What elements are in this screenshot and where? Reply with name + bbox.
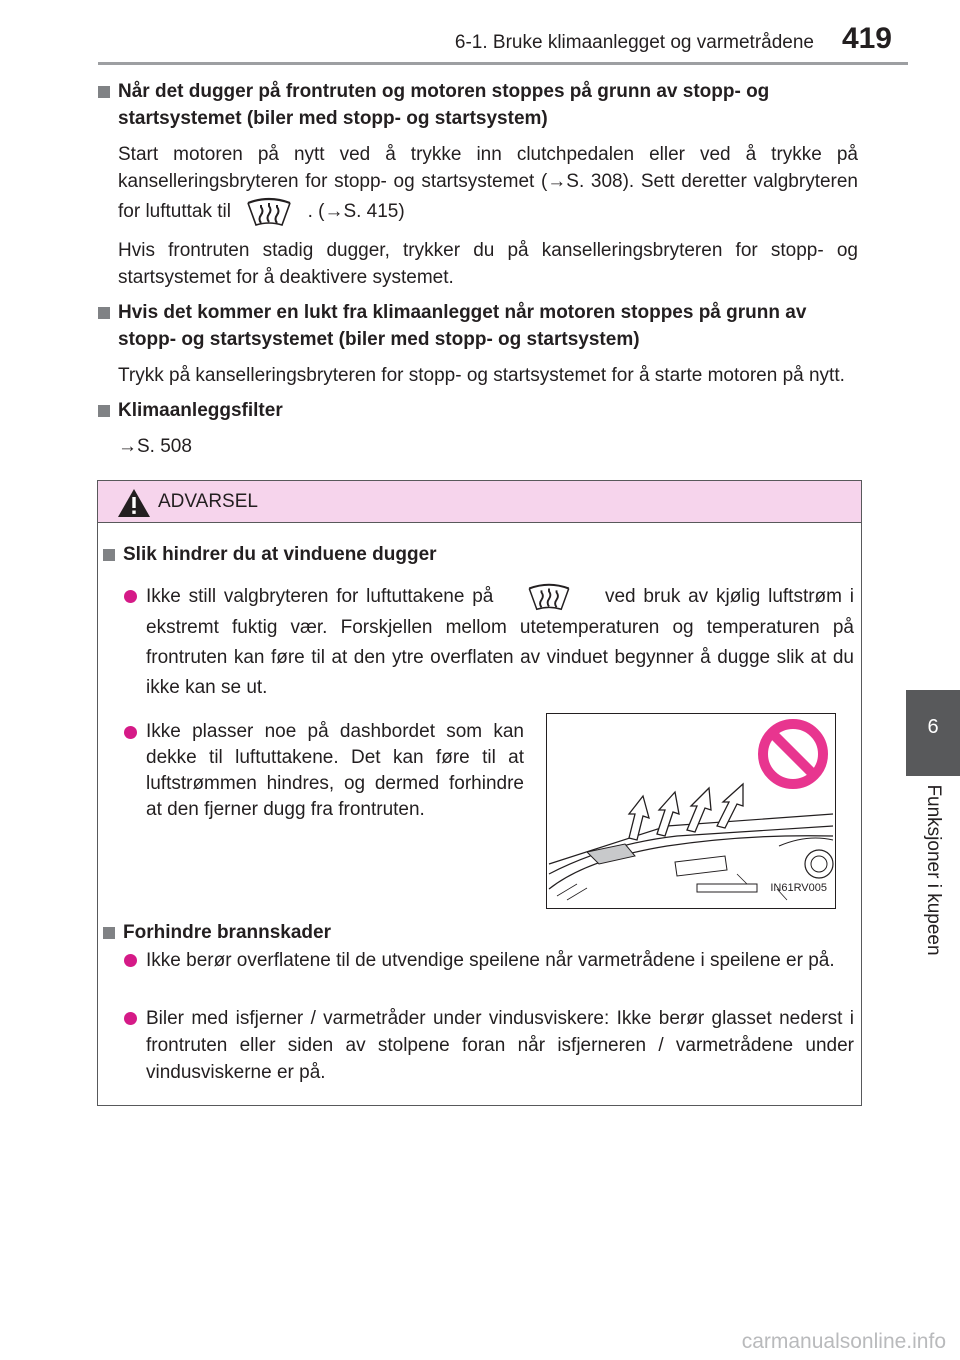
warning-heading — [103, 541, 437, 568]
section-paragraph: Hvis frontruten stadig dugger, trykker du på kanselleringsbryteren for stopp- og startsystemet for å deaktivere systemet. — [118, 240, 858, 288]
warning-title: ADVARSEL — [158, 491, 258, 512]
warning-heading — [103, 919, 331, 946]
warning-heading-text: Forhindre brannskader — [123, 922, 331, 943]
bullet-dot-icon — [124, 1012, 137, 1025]
square-bullet-icon — [103, 927, 115, 939]
bullet-dot-icon — [124, 726, 137, 739]
bullet-dot-icon — [124, 954, 137, 967]
bullet-text: Biler med isfjerner / varmetråder under vindusviskere: Ikke berør glasset nederst i frontruten eller siden av stolpene foran når isfjerneren / varmetrådene under vindusviskerne er på. — [146, 1008, 854, 1083]
warning-bullet — [124, 947, 854, 974]
header-section-title: 6-1. Bruke klimaanlegget og varmetrådene — [454, 32, 814, 53]
prohibition-sign-icon — [763, 724, 823, 784]
section-heading — [98, 397, 858, 424]
square-bullet-icon — [98, 405, 110, 417]
dashboard-illustration — [546, 713, 836, 909]
section-heading-text: Når det dugger på frontruten og motoren stoppes på grunn av stopp- og startsystemet (biler med stopp- og startsystem) — [118, 81, 770, 129]
bullet-dot-icon — [124, 590, 137, 603]
figure-code: IN61RV005 — [770, 882, 827, 894]
section-heading — [98, 299, 858, 353]
warning-bullet — [124, 1005, 854, 1086]
windshield-defroster-icon — [525, 581, 573, 613]
square-bullet-icon — [103, 549, 115, 561]
section-heading-text: Klimaanleggsfilter — [118, 400, 283, 421]
warning-bullet — [124, 719, 524, 823]
watermark: carmanualsonline.info — [741, 1330, 946, 1353]
warning-title-bar — [98, 481, 861, 523]
main-content — [98, 78, 858, 468]
bullet-text: Ikke plasser noe på dashbordet som kan dekke til luftuttakene. Det kan føre til at luftstrømmen hindres, og dermed forhindre at den fjerner dugg fra frontruten. — [146, 721, 524, 820]
section-paragraph: Trykk på kanselleringsbryteren for stopp- og startsystemet for å starte motoren på nytt. — [118, 365, 845, 386]
chapter-title: Funksjoner i kupeen — [923, 784, 944, 956]
page-reference: →S. 508 — [118, 436, 192, 457]
warning-heading-text: Slik hindrer du at vinduene dugger — [123, 544, 437, 565]
windshield-defroster-icon — [244, 195, 294, 229]
page-header — [0, 0, 960, 64]
warning-bullet — [124, 581, 854, 703]
square-bullet-icon — [98, 86, 110, 98]
paragraph-text-cont: . (→S. 415) — [307, 201, 405, 223]
warning-triangle-icon — [116, 487, 152, 519]
square-bullet-icon — [98, 307, 110, 319]
chapter-number: 6 — [927, 716, 939, 738]
bullet-text: Ikke berør overflatene til de utvendige speilene når varmetrådene i speilene er på. — [146, 950, 835, 971]
header-divider — [98, 62, 908, 65]
paragraph-text: Start motoren på nytt ved å trykke inn clutchpedalen eller ved å trykke på kanselleringsbryteren for stopp- og startsystemet (→S. 308). Sett deretter valgbryteren for luftuttak til — [118, 144, 858, 223]
section-paragraph — [98, 141, 858, 229]
section-heading-text: Hvis det kommer en lukt fra klimaanlegget når motoren stoppes på grunn av stopp- og startsystemet (biler med stopp- og startsystem) — [118, 302, 807, 350]
warning-body — [98, 523, 861, 1105]
page-number: 419 — [841, 22, 892, 55]
warning-box — [97, 480, 862, 1106]
chapter-tab — [906, 690, 960, 776]
bullet-text: Ikke still valgbryteren for luftuttakene på — [146, 586, 494, 608]
section-heading — [98, 78, 858, 132]
bullet-text-cont: ved bruk av kjølig luftstrøm i ekstremt fuktig vær. Forskjellen mellom utetemperaturen og temperaturen på frontruten kan føre til at den ytre overflaten av vinduet begynner å dugge slik at du ikke kan se ut. — [146, 586, 854, 698]
